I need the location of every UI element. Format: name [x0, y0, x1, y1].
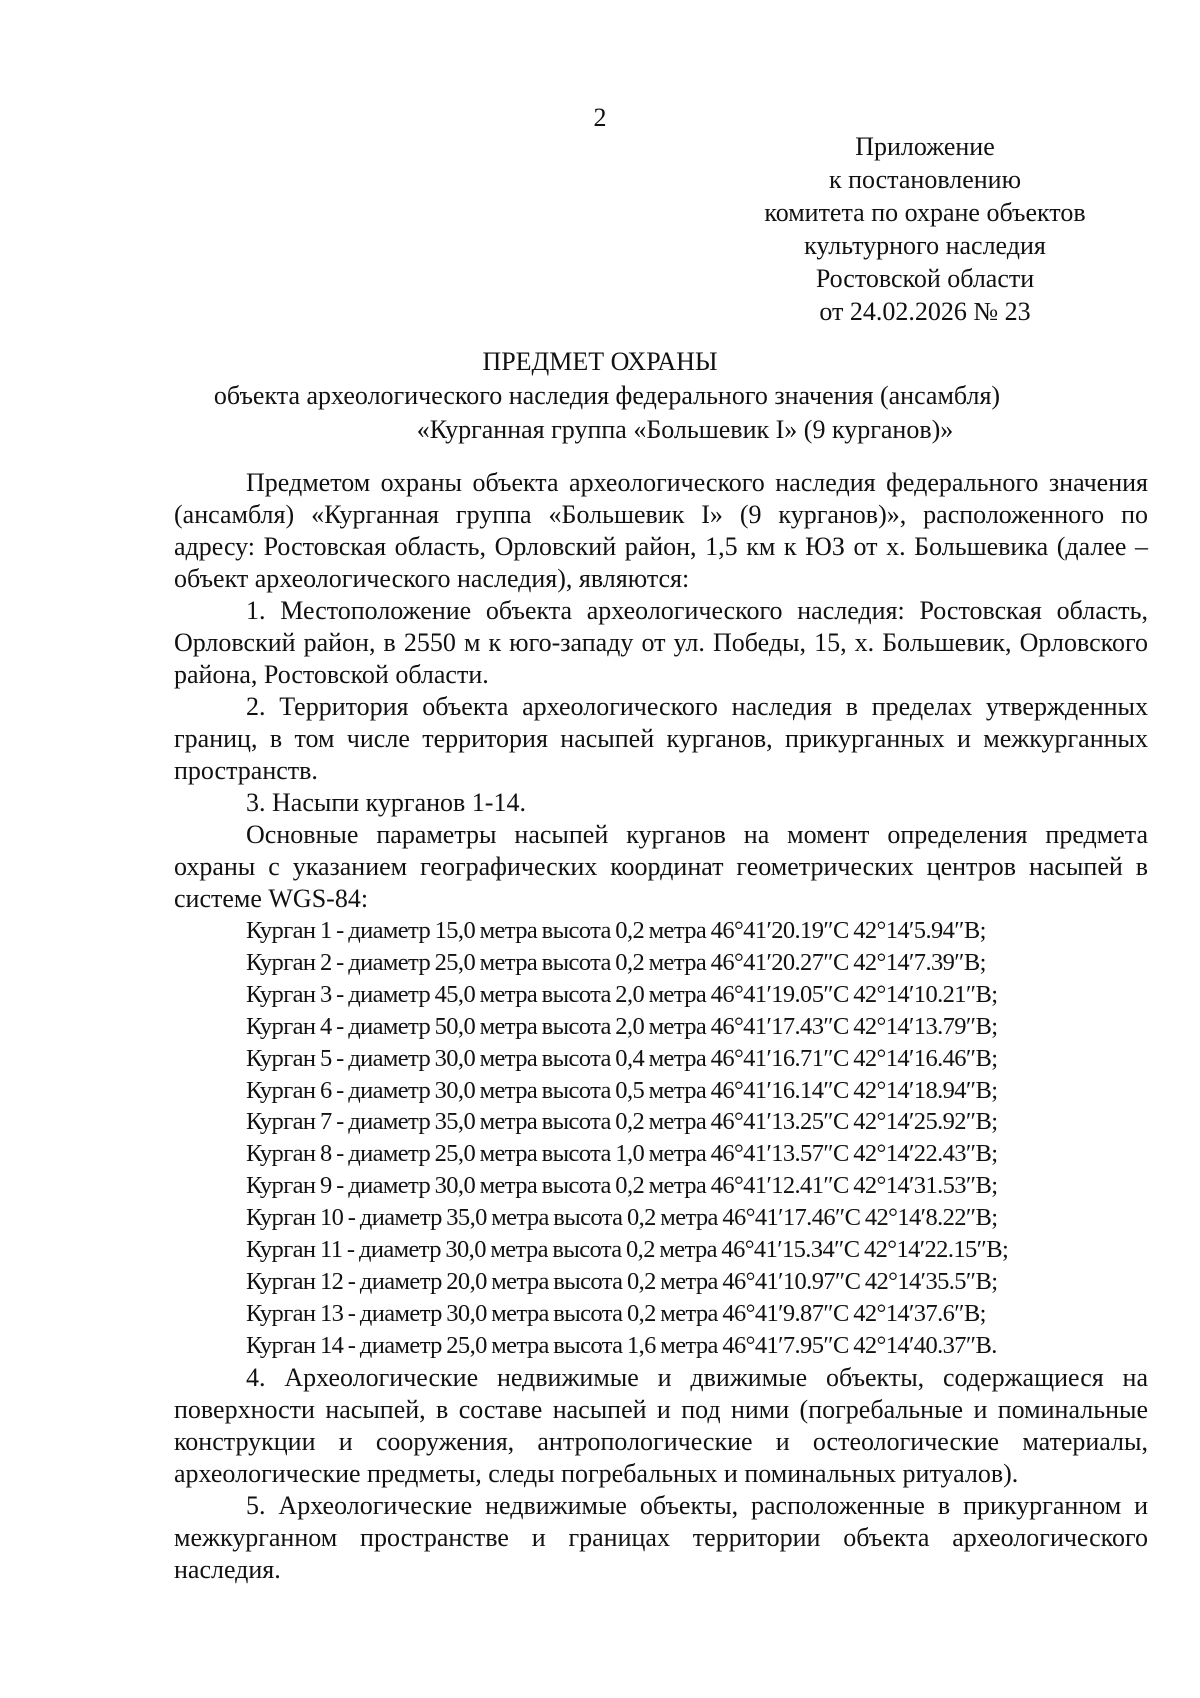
document-body [174, 467, 1148, 1586]
document-title [0, 345, 1200, 447]
intro-paragraph: Предметом охраны объекта археологического наследия федерального значения (ансамбля) «Курганная группа «Большевик I» (9 курганов)», расположенного по адресу: Ростовская область, Орловский район, 1,5 км к ЮЗ от х. Большевика (далее – объект археологического наследия), являются: [174, 468, 1148, 593]
item-mounds: 3. Насыпи курганов 1-14. [246, 788, 526, 817]
item-territory: 2. Территория объекта археологического наследия в пределах утвержденных границ, в том числе территория насыпей курганов, прикурганных и межкурганных пространств. [174, 692, 1148, 785]
kurgan-list [174, 915, 1148, 1362]
kurgan-item: Курган 1 - диаметр 15,0 метра высота 0,2 метра 46°41′20.19″С 42°14′5.94″В; [246, 917, 986, 944]
appendix-line: от 24.02.2026 № 23 [819, 297, 1031, 326]
kurgan-item: Курган 3 - диаметр 45,0 метра высота 2,0 метра 46°41′19.05″С 42°14′10.21″В; [246, 980, 998, 1008]
kurgan-item: Курган 8 - диаметр 25,0 метра высота 1,0 метра 46°41′13.57″С 42°14′22.43″В; [246, 1140, 998, 1168]
appendix-line: комитета по охране объектов [764, 198, 1086, 227]
appendix-line: Ростовской области [815, 264, 1035, 293]
title-subtitle: объекта археологического наследия федерального значения (ансамбля) [213, 381, 1001, 410]
kurgan-item: Курган 10 - диаметр 35,0 метра высота 0,2 метра 46°41′17.46″С 42°14′8.22″В; [246, 1204, 998, 1232]
item-immovable-objects: 5. Археологические недвижимые объекты, расположенные в прикурганном и межкурганном пространстве и границах территории объекта археологического наследия. [174, 1490, 1148, 1584]
kurgan-item: Курган 5 - диаметр 30,0 метра высота 0,4 метра 46°41′16.71″С 42°14′16.46″В; [246, 1044, 998, 1072]
params-intro: Основные параметры насыпей курганов на момент определения предмета охраны с указанием географических координат геометрических центров насыпей в системе WGS-84: [174, 820, 1148, 913]
kurgan-item: Курган 2 - диаметр 25,0 метра высота 0,2 метра 46°41′20.27″С 42°14′7.39″В; [246, 948, 986, 976]
page-number: 2 [593, 103, 607, 132]
appendix-line: культурного наследия [804, 231, 1046, 260]
kurgan-item: Курган 11 - диаметр 30,0 метра высота 0,2 метра 46°41′15.34″С 42°14′22.15″В; [246, 1236, 1009, 1264]
kurgan-item: Курган 9 - диаметр 30,0 метра высота 0,2 метра 46°41′12.41″С 42°14′31.53″В; [246, 1172, 998, 1200]
kurgan-item: Курган 4 - диаметр 50,0 метра высота 2,0 метра 46°41′17.43″С 42°14′13.79″В; [246, 1012, 998, 1040]
title-object-name: «Курганная группа «Большевик I» (9 курганов)» [416, 415, 954, 444]
title-heading: ПРЕДМЕТ ОХРАНЫ [482, 347, 718, 376]
kurgan-item: Курган 6 - диаметр 30,0 метра высота 0,5 метра 46°41′16.14″С 42°14′18.94″В; [246, 1076, 998, 1104]
item-archaeological-objects: 4. Археологические недвижимые и движимые объекты, содержащиеся на поверхности насыпей, в составе насыпей и под ними (погребальные и поминальные конструкции и сооружения, антропологические и остеологические материалы, археологические предметы, следы погребальных и поминальных ритуалов). [174, 1362, 1148, 1488]
appendix-header [700, 130, 1150, 328]
appendix-line: Приложение [855, 132, 995, 161]
kurgan-item: Курган 7 - диаметр 35,0 метра высота 0,2 метра 46°41′13.25″С 42°14′25.92″В; [246, 1108, 998, 1136]
kurgan-item: Курган 13 - диаметр 30,0 метра высота 0,2 метра 46°41′9.87″С 42°14′37.6″В; [246, 1299, 986, 1327]
item-location: 1. Местоположение объекта археологического наследия: Ростовская область, Орловский район, в 2550 м к юго-западу от ул. Победы, 15, х. Большевик, Орловского района, Ростовской области. [174, 596, 1148, 689]
appendix-line: к постановлению [828, 165, 1022, 194]
kurgan-item: Курган 14 - диаметр 25,0 метра высота 1,6 метра 46°41′7.95″С 42°14′40.37″В. [246, 1331, 997, 1359]
kurgan-item: Курган 12 - диаметр 20,0 метра высота 0,2 метра 46°41′10.97″С 42°14′35.5″В; [246, 1267, 998, 1295]
